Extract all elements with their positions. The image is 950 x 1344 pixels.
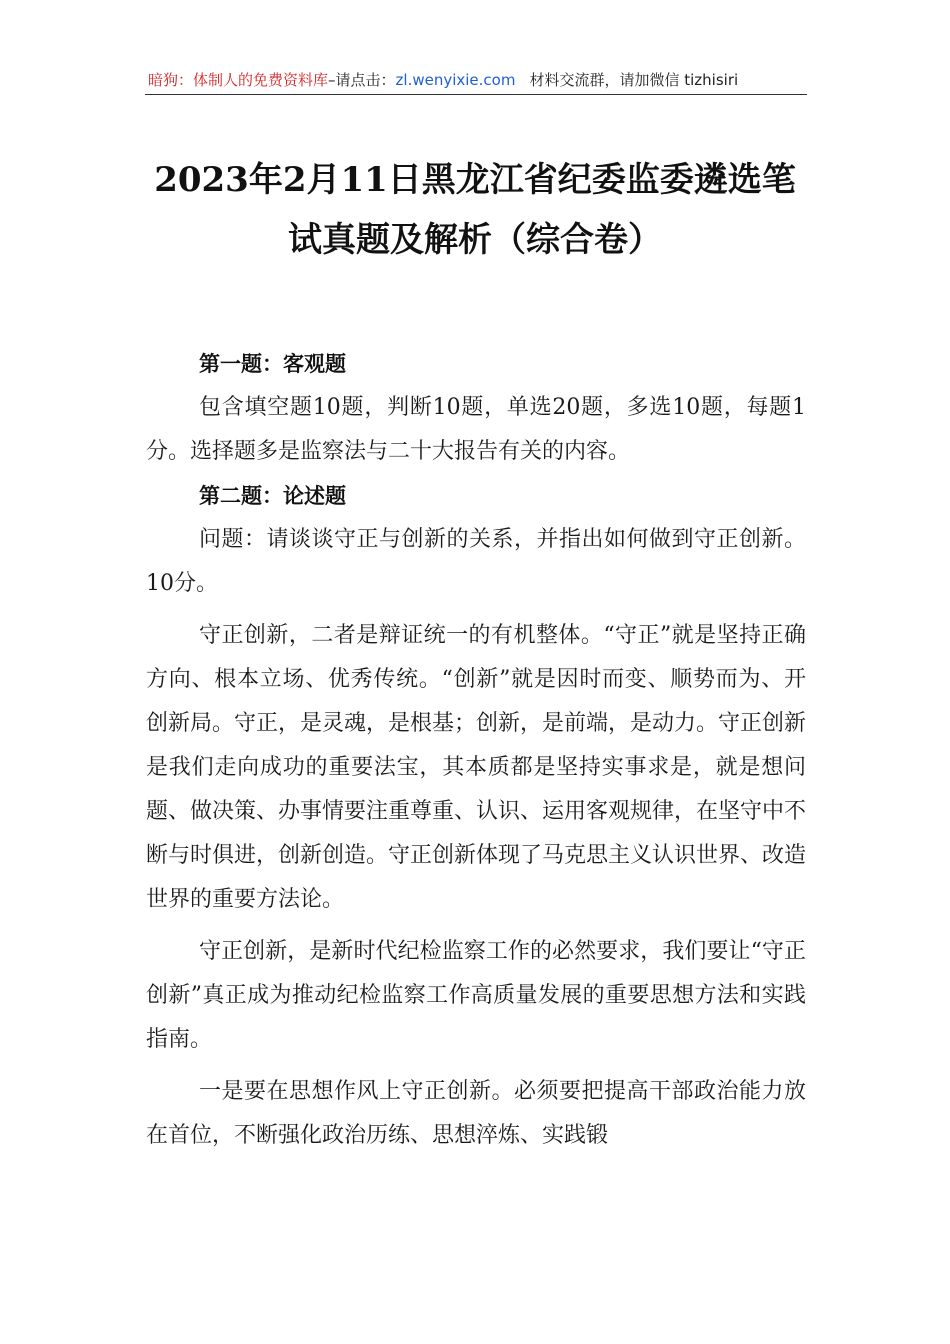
answer-paragraph-3: 一是要在思想作风上守正创新。必须要把提高干部政治能力放在首位，不断强化政治历练、思想淬炼、实践锻 xyxy=(146,1079,806,1148)
header-group-note: 材料交流群，请加微信 tizhisiri xyxy=(529,71,739,89)
page-header xyxy=(148,66,806,94)
document-body xyxy=(146,342,806,1158)
answer-paragraph-1: 守正创新，二者是辩证统一的有机整体。“守正”就是坚持正确方向、根本立场、优秀传统。“创新”就是因时而变、顺势而为、开创新局。守正，是灵魂，是根基；创新，是前端，是动力。守正创新是我们走向成功的重要法宝，其本质都是坚持实事求是，就是想问题、做决策、办事情要注重尊重、认识、运用客观规律，在坚守中不断与时俱进，创新创造。守正创新体现了马克思主义认识世界、改造世界的重要方法论。 xyxy=(146,623,807,912)
title-line-1: 2023年2月11日黑龙江省纪委监委遴选笔 xyxy=(154,160,796,200)
section-2-heading: 第二题：论述题 xyxy=(199,484,346,508)
section-1-heading: 第一题：客观题 xyxy=(199,352,346,376)
header-divider xyxy=(145,94,807,95)
section-1-paragraph: 包含填空题10题，判断10题，单选20题，多选10题，每题1分。选择题多是监察法与二十大报告有关的内容。 xyxy=(146,395,806,464)
title-line-2: 试真题及解析（综合卷） xyxy=(288,220,662,260)
header-url-link[interactable]: zl.wenyixie.com xyxy=(395,71,516,89)
document-title xyxy=(130,150,820,270)
header-brand: 暗狗：体制人的免费资料库 xyxy=(148,71,329,89)
answer-paragraph-2: 守正创新，是新时代纪检监察工作的必然要求，我们要让“守正创新”真正成为推动纪检监察工作高质量发展的重要思想方法和实践指南。 xyxy=(146,939,806,1052)
header-click-label: –请点击： xyxy=(328,71,396,89)
question-paragraph: 问题：请谈谈守正与创新的关系，并指出如何做到守正创新。10分。 xyxy=(146,527,806,596)
